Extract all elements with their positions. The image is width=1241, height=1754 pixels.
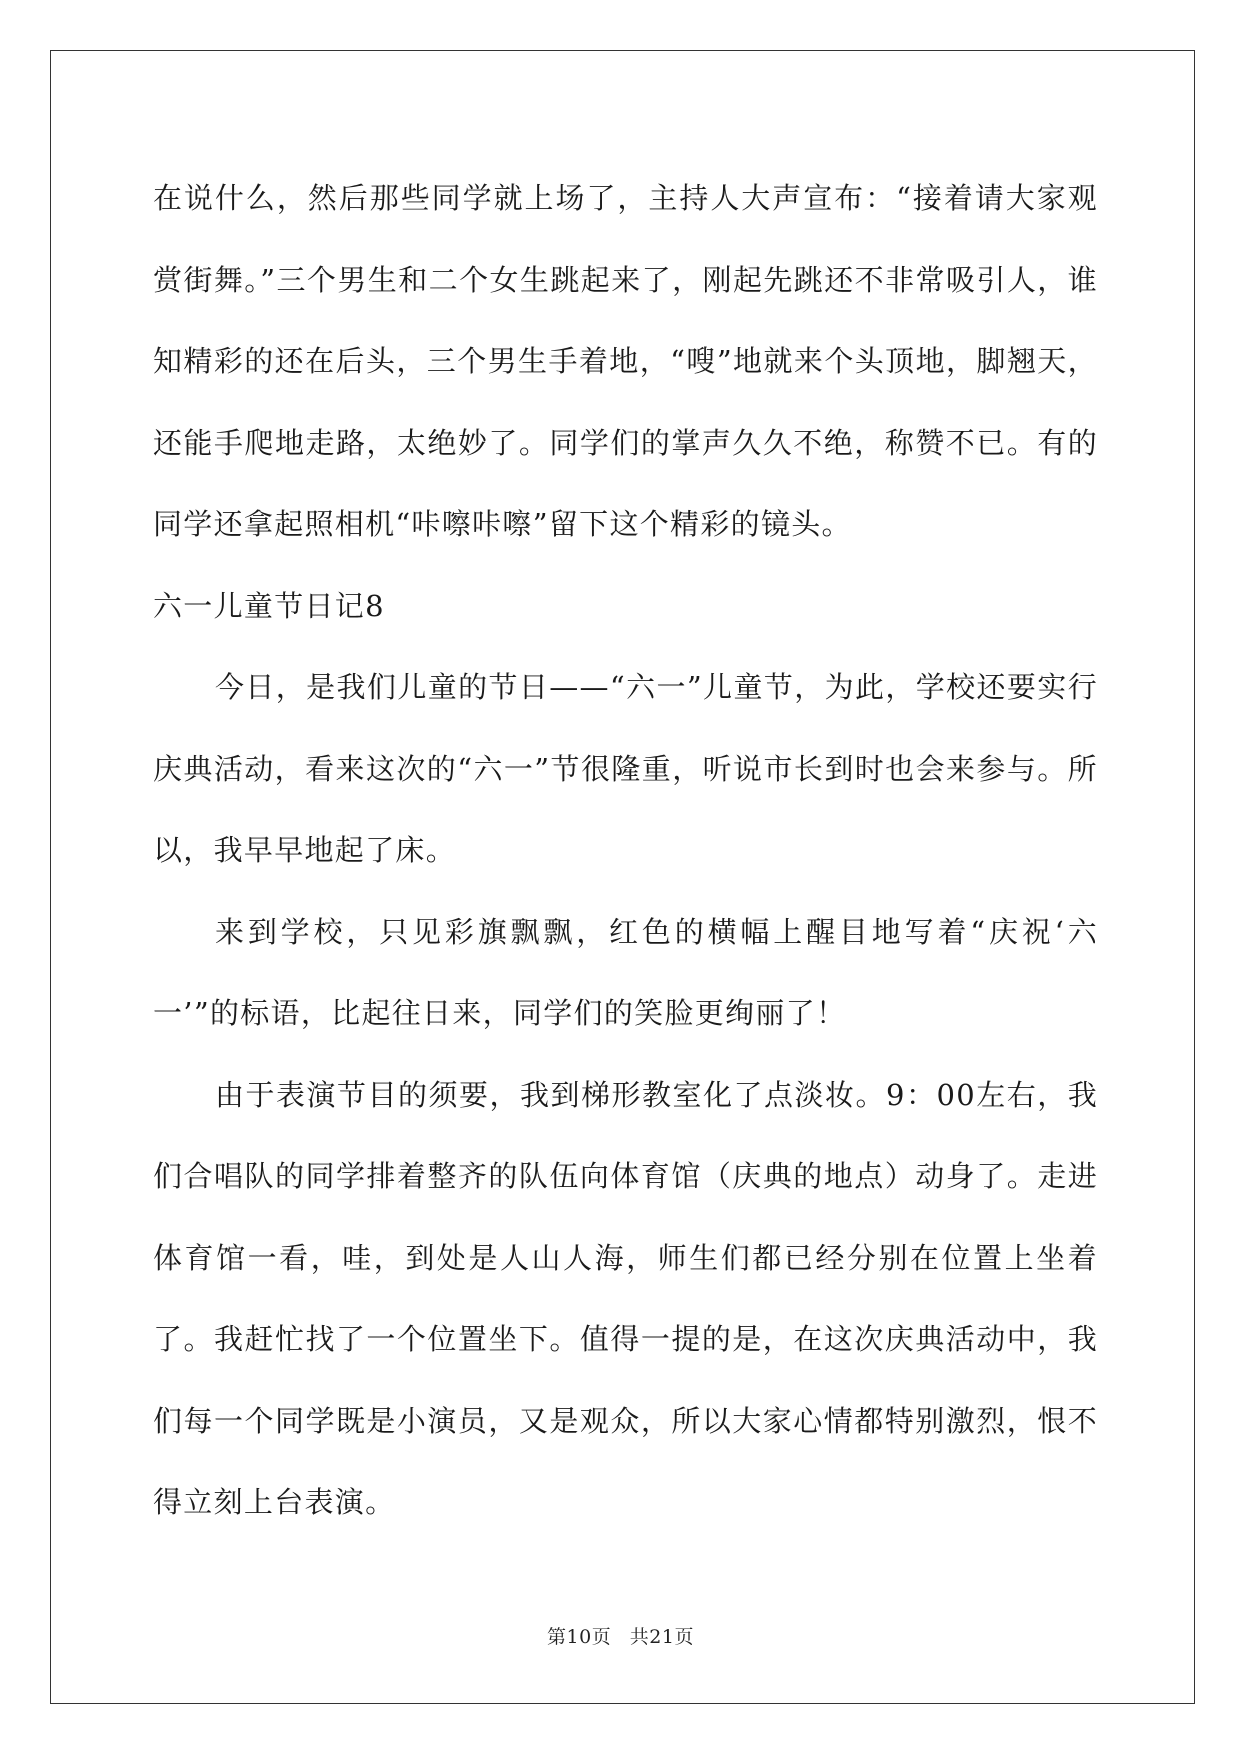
- paragraph-intro: 今日，是我们儿童的节日——“六一”儿童节，为此，学校还要实行庆典活动，看来这次的“六一”节很隆重，听说市长到时也会来参与。所以，我早早地起了床。: [153, 670, 1098, 867]
- paragraph-performance: 由于表演节目的须要，我到梯形教室化了点淡妆。9：00左右，我们合唱队的同学排着整齐的队伍向体育馆（庆典的地点）动身了。走进体育馆一看，哇，到处是人山人海，师生们都已经分别在位置上坐着了。我赶忙找了一个位置坐下。值得一提的是，在这次庆典活动中，我们每一个同学既是小演员，又是观众，所以大家心情都特别激烈，恨不得立刻上台表演。: [153, 1077, 1098, 1519]
- page-number: 第10页: [547, 1626, 612, 1648]
- page-total: 共21页: [629, 1626, 694, 1648]
- section-heading: 六一儿童节日记8: [153, 588, 385, 623]
- paragraph-continuation: 在说什么，然后那些同学就上场了，主持人大声宣布：“接着请大家观赏街舞。”三个男生和二个女生跳起来了，刚起先跳还不非常吸引人，谁知精彩的还在后头，三个男生手着地，“嗖”地就来个头顶地，脚翘天，还能手爬地走路，太绝妙了。同学们的掌声久久不绝，称赞不已。有的同学还拿起照相机“咔嚓咔嚓”留下这个精彩的镜头。: [153, 181, 1098, 541]
- document-body: [153, 158, 1098, 1544]
- page-footer: [0, 1622, 1241, 1649]
- paragraph-school-arrival: 来到学校，只见彩旗飘飘，红色的横幅上醒目地写着“庆祝‘六一’”的标语，比起往日来，同学们的笑脸更绚丽了！: [153, 914, 1098, 1030]
